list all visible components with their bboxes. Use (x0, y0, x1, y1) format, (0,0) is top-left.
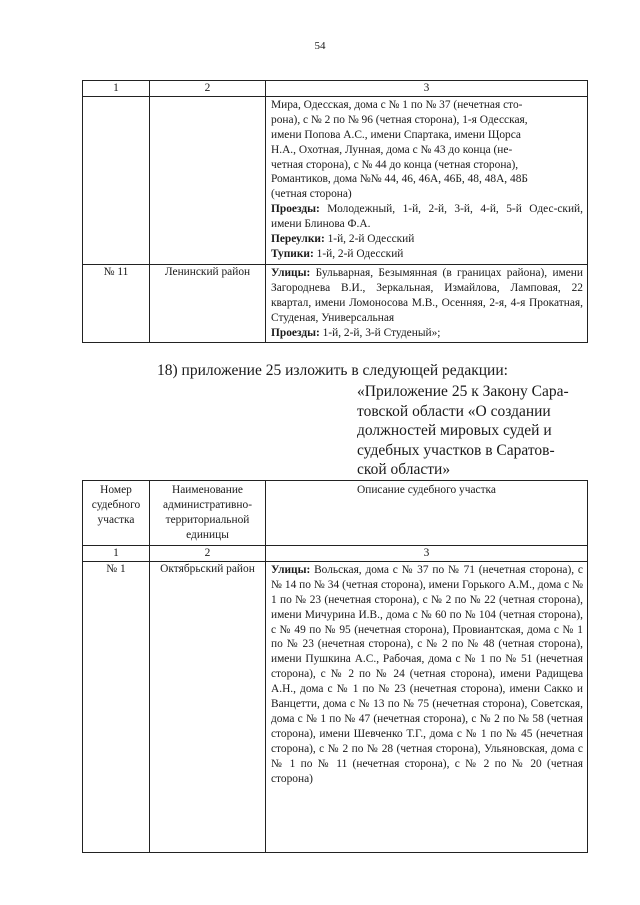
column-index-3: 3 (266, 81, 588, 97)
appendix-heading-line: ской области» (357, 461, 451, 478)
appendix-heading-line: товской области «О создании (357, 402, 551, 420)
district-cell: Ленинский район (150, 264, 266, 343)
proezdy-label: Проезды: (271, 203, 320, 216)
court-number-cell (83, 96, 150, 264)
description-line: Романтиков, дома №№ 44, 46, 46А, 46Б, 48, 48А, 48Б (271, 173, 528, 186)
tupiki-text: 1-й, 2-й Одесский (313, 247, 404, 260)
ulitsy-text: Вольская, дома с № 37 по № 71 (нечетная сторона), с № 14 по № 34 (четная сторона), имени Горького А.М., дома с № 1 по № 23 (нечетная сторона), с № 2 по № 22 (четная сторона), имени Мичурина И.В., дома с № 60 по № 104 (четная сторона), с № 49 по № 95 (нечетная сторона), Провиантская, дома с № 1 по № 23 (нечетная сторона), с № 2 по № 48 (четная сторона), имени Пушкина А.С., Рабочая, дома с № 1 по № 51 (нечетная сторона), с № 2 по № 24 (четная сторона), имени Радищева А.Н., дома с № 1 по № 23 (нечетная сторона), имени Сакко и Ванцетти, дома с № 13 по № 75 (нечетная сторона), Советская, дома с № 1 по № 47 (нечетная сторона), с № 2 по № 58 (четная сторона), имени Шевченко Т.Г., дома с № 1 по № 45 (нечетная сторона), с № 2 по № 28 (четная сторона), Ульяновская, дома с № 1 по № 11 (нечетная сторона), с № 2 по № 20 (четная сторона) (271, 563, 583, 785)
header-description: Описание судебного участка (266, 481, 588, 546)
column-index-2: 2 (150, 546, 266, 562)
description-cell (266, 561, 588, 852)
appendix-heading (357, 382, 586, 480)
district-cell (150, 96, 266, 264)
description-line: Н.А., Охотная, Лунная, дома с № 43 до конца (не- (271, 143, 513, 156)
proezdy-text: 1-й, 2-й, 3-й Студеный»; (319, 326, 441, 339)
tupiki-label: Тупики: (271, 247, 314, 260)
appendix-heading-line: судебных участков в Саратов- (357, 441, 555, 459)
ulitsy-label: Улицы: (271, 563, 311, 576)
districts-table-continued (82, 80, 588, 343)
column-index-2: 2 (150, 81, 266, 97)
court-number-cell: № 11 (83, 264, 150, 343)
appendix-heading-line: «Приложение 25 к Закону Сара- (357, 383, 569, 400)
header-district: Наименование административно-территориальной единицы (150, 481, 266, 546)
appendix-heading-line: должностей мировых судей и (357, 422, 552, 439)
table-row (83, 96, 588, 264)
court-districts-table (82, 480, 588, 853)
court-number-cell: № 1 (83, 561, 150, 852)
district-cell: Октябрьский район (150, 561, 266, 852)
description-cell (266, 264, 588, 343)
column-index-1: 1 (83, 546, 150, 562)
description-line: имени Попова А.С., имени Спартака, имени Щорса (271, 128, 521, 141)
description-cell (266, 96, 588, 264)
pereulki-label: Переулки: (271, 233, 325, 246)
table-row (83, 561, 588, 852)
amendment-text: 18) приложение 25 изложить в следующей редакции: (157, 362, 508, 379)
description-line: (четная сторона) (271, 188, 352, 201)
description-line: четная сторона), с № 44 до конца (четная сторона), (271, 158, 519, 171)
proezdy-text: Молодежный, 1-й, 2-й, 3-й, 4-й, 5-й Одес-ский, имени Блинова Ф.А. (271, 203, 583, 231)
column-index-row (83, 546, 588, 562)
pereulki-text: 1-й, 2-й Одесский (324, 233, 415, 246)
proezdy-label: Проезды: (271, 326, 320, 339)
ulitsy-text: Бульварная, Безымянная (в границах района), имени Загороднева В.И., Зеркальная, Измайлова, Ламповая, 22 квартал, имени Ломоносова М.В., Осенняя, 2-я, 4-я Прокатная, Студеная, Универсальная (271, 266, 583, 324)
header-court-number: Номер судебного участка (83, 481, 150, 546)
description-line: Мира, Одесская, дома с № 1 по № 37 (нечетная сто- (271, 98, 523, 111)
column-index-3: 3 (266, 546, 588, 562)
column-index-row (83, 81, 588, 97)
page-number: 54 (314, 40, 326, 52)
table-header-row (83, 481, 588, 546)
description-line: рона), с № 2 по № 96 (четная сторона), 1-я Одесская, (271, 113, 528, 126)
table-row (83, 264, 588, 343)
column-index-1: 1 (83, 81, 150, 97)
ulitsy-label: Улицы: (271, 266, 311, 279)
